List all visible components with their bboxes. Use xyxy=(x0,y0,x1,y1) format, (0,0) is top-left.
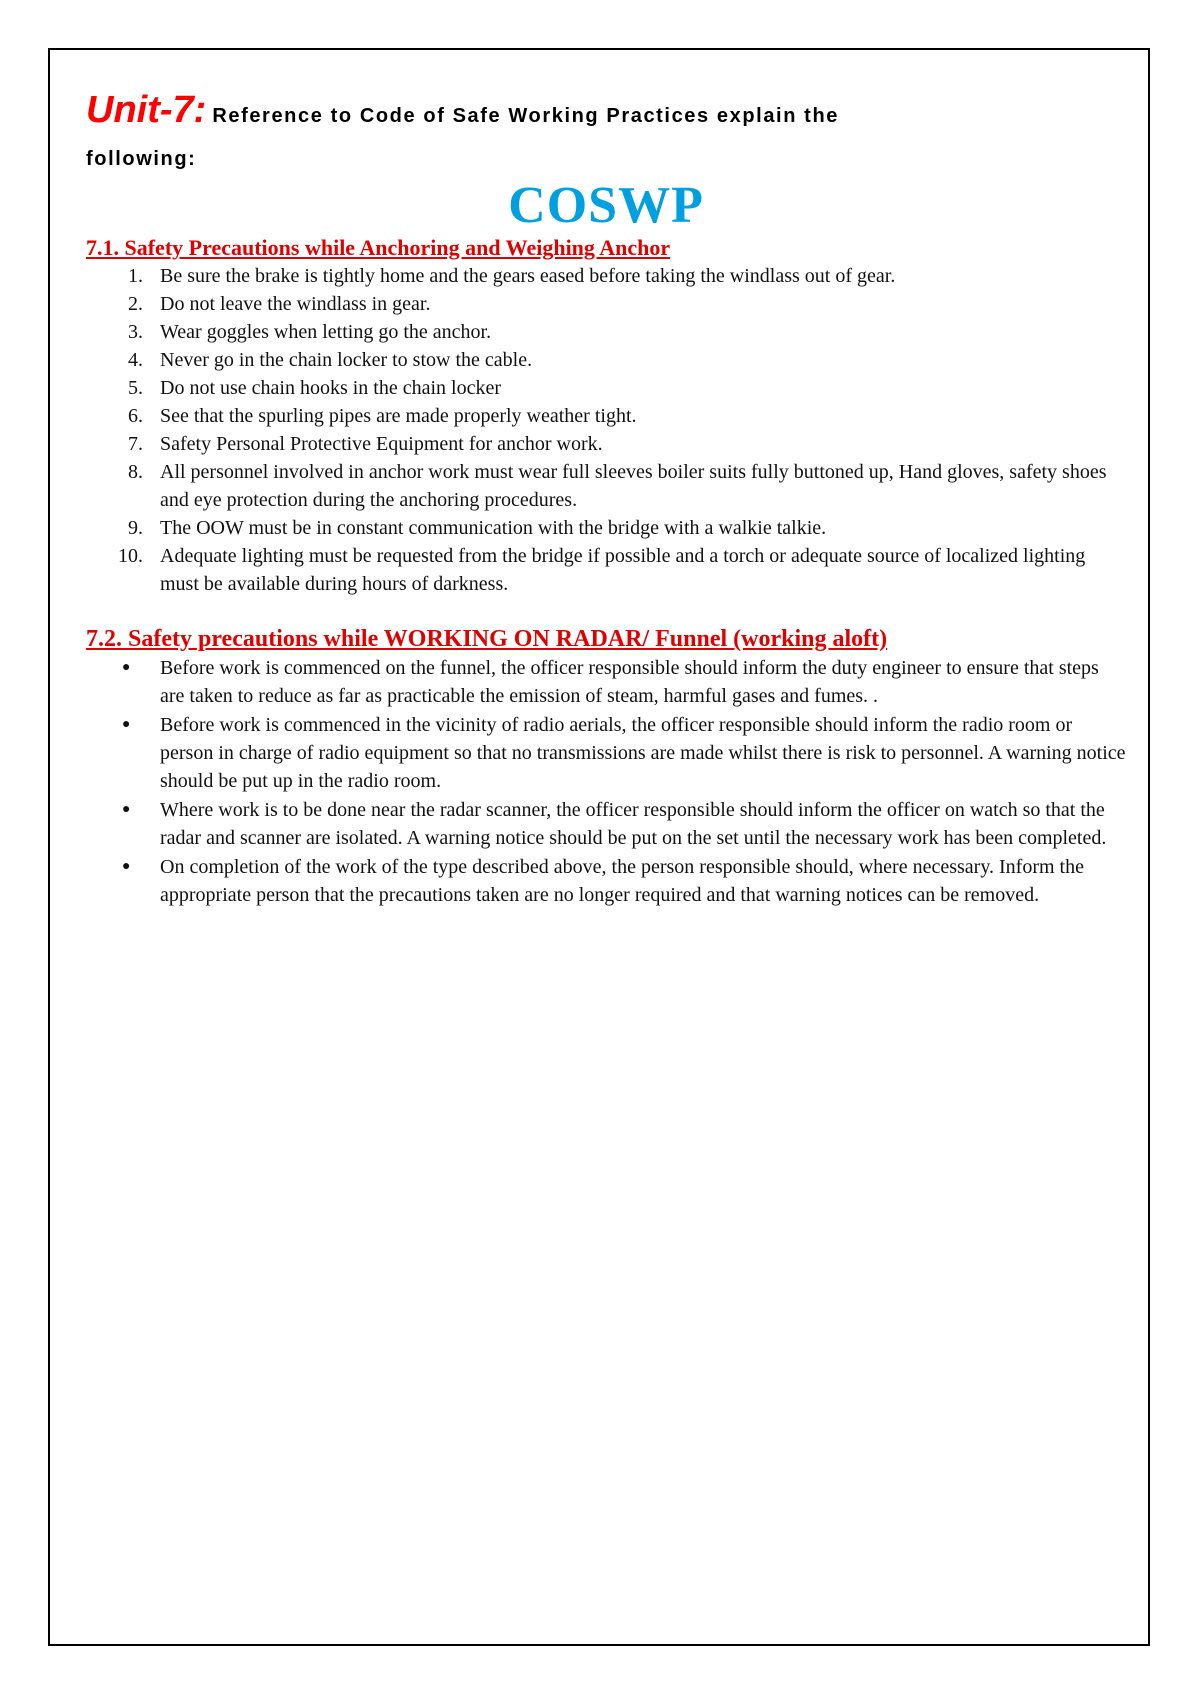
list-item xyxy=(86,796,1126,852)
list-item xyxy=(86,262,1126,290)
list-number: 2. xyxy=(128,293,143,315)
list-number: 9. xyxy=(128,517,143,539)
list-item-text: Wear goggles when letting go the anchor. xyxy=(160,321,492,343)
anchoring-precautions-list xyxy=(86,262,1126,598)
list-item-text: See that the spurling pipes are made properly weather tight. xyxy=(160,405,637,427)
list-number: 4. xyxy=(128,349,143,371)
list-item xyxy=(86,542,1126,598)
unit-description-continued: following: xyxy=(86,148,197,170)
list-item xyxy=(86,290,1126,318)
list-item-text: The OOW must be in constant communication with the bridge with a walkie talkie. xyxy=(160,517,827,539)
bullet-icon: ● xyxy=(122,660,131,675)
list-item xyxy=(86,346,1126,374)
list-item-text: On completion of the work of the type described above, the person responsible should, where necessary. Inform the appropriate person that the precautions taken are no longer required and that warning notices can be removed. xyxy=(160,856,1084,906)
list-item xyxy=(86,458,1126,514)
list-number: 1. xyxy=(128,265,143,287)
list-item xyxy=(86,430,1126,458)
list-item-text: Before work is commenced on the funnel, the officer responsible should inform the duty engineer to ensure that steps are taken to reduce as far as practicable the emission of steam, harmful gases and fumes. . xyxy=(160,657,1099,707)
section-heading-7-1: 7.1. Safety Precautions while Anchoring and Weighing Anchor xyxy=(86,235,671,260)
list-item xyxy=(86,514,1126,542)
list-item xyxy=(86,318,1126,346)
list-item-text: Do not use chain hooks in the chain locker xyxy=(160,377,502,399)
section-heading-7-2: 7.2. Safety precautions while WORKING ON RADAR/ Funnel (working aloft) xyxy=(86,626,888,652)
list-number: 6. xyxy=(128,405,143,427)
list-item-text: Before work is commenced in the vicinity of radio aerials, the officer responsible should inform the radio room or person in charge of radio equipment so that no transmissions are made whilst there is risk to personnel. A warning notice should be put up in the radio room. xyxy=(160,714,1126,792)
list-number: 8. xyxy=(128,461,143,483)
bullet-icon: ● xyxy=(122,859,131,874)
list-item xyxy=(86,654,1126,710)
list-item-text: All personnel involved in anchor work must wear full sleeves boiler suits fully buttoned up, Hand gloves, safety shoes and eye protection during the anchoring procedures. xyxy=(160,461,1107,511)
list-item-text: Never go in the chain locker to stow the cable. xyxy=(160,349,533,371)
unit-description: Reference to Code of Safe Working Practices explain the xyxy=(212,105,839,127)
list-number: 7. xyxy=(128,433,143,455)
list-item-text: Be sure the brake is tightly home and the gears eased before taking the windlass out of gear. xyxy=(160,265,896,287)
bullet-icon: ● xyxy=(122,802,131,817)
document-content xyxy=(86,82,1126,910)
list-number: 3. xyxy=(128,321,143,343)
list-item xyxy=(86,853,1126,909)
list-item-text: Safety Personal Protective Equipment for anchor work. xyxy=(160,433,603,455)
bullet-icon: ● xyxy=(122,717,131,732)
unit-header xyxy=(86,82,1126,146)
list-item-text: Adequate lighting must be requested from the bridge if possible and a torch or adequate source of localized lighting must be available during hours of darkness. xyxy=(160,545,1086,595)
list-item xyxy=(86,711,1126,795)
list-item-text: Where work is to be done near the radar scanner, the officer responsible should inform the officer on watch so that the radar and scanner are isolated. A warning notice should be put on the set until the necessary work has been completed. xyxy=(160,799,1107,849)
list-item xyxy=(86,374,1126,402)
list-item-text: Do not leave the windlass in gear. xyxy=(160,293,431,315)
document-title: COSWP xyxy=(508,177,704,234)
list-number: 10. xyxy=(118,545,143,567)
unit-label: Unit-7: xyxy=(86,89,207,131)
list-item xyxy=(86,402,1126,430)
list-number: 5. xyxy=(128,377,143,399)
radar-funnel-precautions-list xyxy=(86,654,1126,909)
